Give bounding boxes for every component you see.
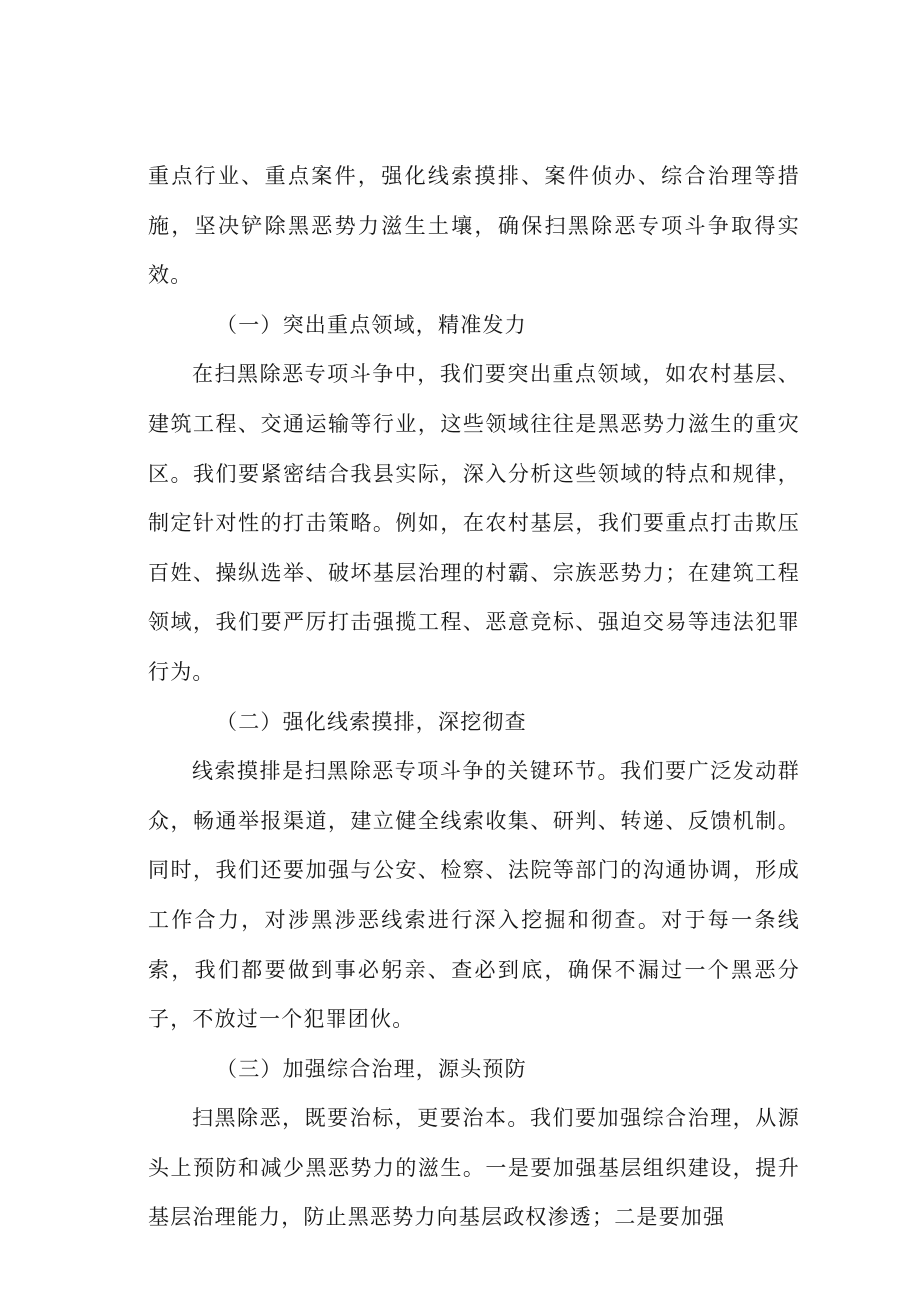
section-heading-2: （二）强化线索摸排，深挖彻查	[216, 709, 527, 734]
document-body	[148, 152, 800, 1243]
paragraph-section-3: 扫黑除恶，既要治标，更要治本。我们要加强综合治理，从源头上预防和减少黑恶势力的滋生。一是要加强基层组织建设，提升基层治理能力，防止黑恶势力向基层政权渗透；二是要加强	[148, 1106, 800, 1230]
paragraph-continuation: 重点行业、重点案件，强化线索摸排、案件侦办、综合治理等措施，坚决铲除黑恶势力滋生土壤，确保扫黑除恶专项斗争取得实效。	[148, 164, 800, 288]
section-heading-3: （三）加强综合治理，源头预防	[216, 1056, 527, 1081]
paragraph-section-2: 线索摸排是扫黑除恶专项斗争的关键环节。我们要广泛发动群众，畅通举报渠道，建立健全线索收集、研判、转递、反馈机制。同时，我们还要加强与公安、检察、法院等部门的沟通协调，形成工作合力，对涉黑涉恶线索进行深入挖掘和彻查。对于每一条线索，我们都要做到事必躬亲、查必到底，确保不漏过一个黑恶分子，不放过一个犯罪团伙。	[148, 759, 800, 1032]
paragraph-section-1: 在扫黑除恶专项斗争中，我们要突出重点领域，如农村基层、建筑工程、交通运输等行业，这些领域往往是黑恶势力滋生的重灾区。我们要紧密结合我县实际，深入分析这些领域的特点和规律，制定针对性的打击策略。例如，在农村基层，我们要重点打击欺压百姓、操纵选举、破坏基层治理的村霸、宗族恶势力；在建筑工程领域，我们要严厉打击强揽工程、恶意竞标、强迫交易等违法犯罪行为。	[148, 362, 800, 684]
section-heading-1: （一）突出重点领域，精准发力	[216, 312, 527, 337]
